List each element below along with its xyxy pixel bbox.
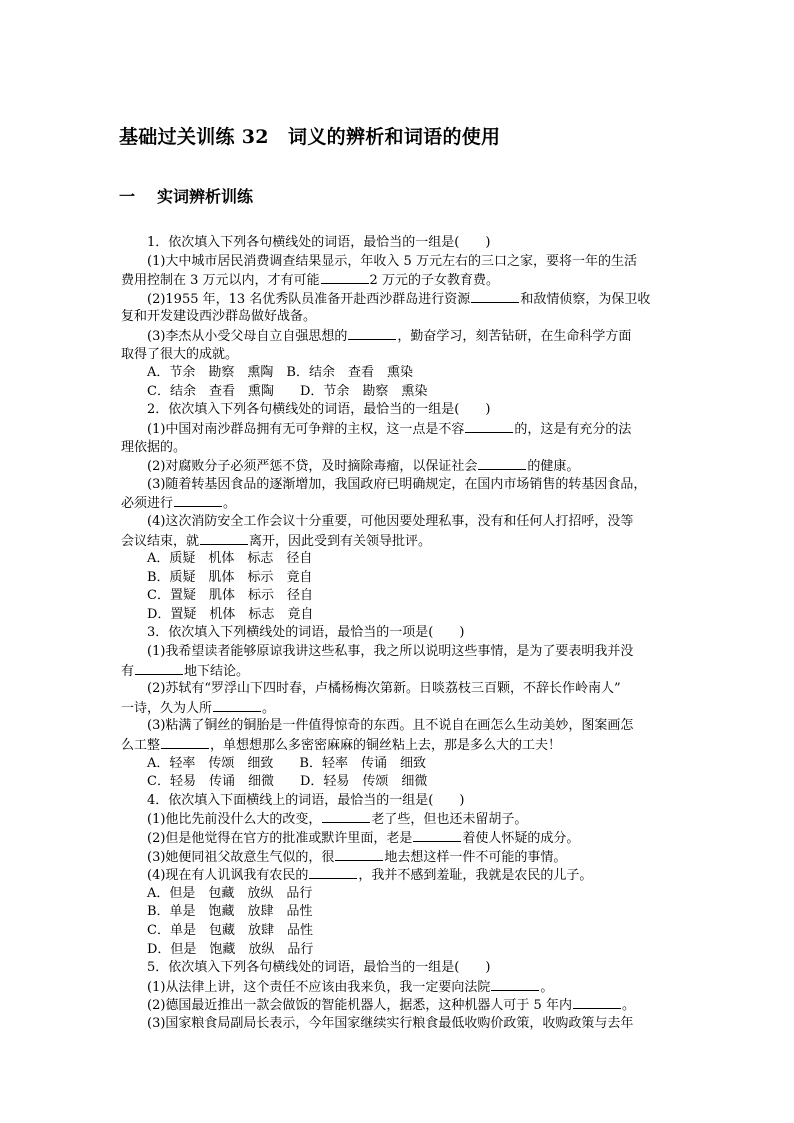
fill-in-blank bbox=[478, 457, 526, 470]
fill-in-blank bbox=[200, 532, 248, 545]
sentence-text: 必须进行 bbox=[121, 496, 174, 512]
question-stem: 4．依次填入下面横线上的词语，最恰当的一组是( ) bbox=[147, 792, 465, 808]
sentence-text: 。 bbox=[621, 998, 635, 1014]
fill-in-blank bbox=[174, 494, 222, 507]
sentence-text: 费用控制在 3 万元以内，才有可能 bbox=[121, 273, 320, 289]
question-stem: 1．依次填入下列各句横线处的词语，最恰当的一组是( ) bbox=[147, 235, 491, 250]
sentence-text: (1)我希望读者能够原谅我讲这些私事，我之所以说明这些事情，是为了要表明我并没 bbox=[147, 644, 634, 660]
sentence-text: 老了些，但也还未留胡子。 bbox=[371, 812, 528, 828]
fill-in-blank bbox=[491, 978, 539, 991]
sentence-continuation bbox=[121, 346, 676, 365]
fill-in-blank bbox=[161, 736, 209, 749]
answer-options: A．质疑 机体 标志 径自 bbox=[147, 551, 313, 567]
sentence-line bbox=[121, 717, 676, 736]
sentence-text: (1)他比先前没什么大的改变， bbox=[147, 812, 322, 828]
sentence-text: 一诗，久为人所 bbox=[121, 700, 213, 716]
answer-options: C．结余 查看 熏陶 D．节余 勘察 熏染 bbox=[147, 383, 428, 399]
sentence-line bbox=[121, 996, 676, 1015]
sentence-text: 么工整 bbox=[121, 738, 161, 754]
fill-in-blank bbox=[321, 271, 369, 284]
sentence-text: (1)中国对南沙群岛拥有无可争辩的主权，这一点是不容 bbox=[147, 421, 465, 437]
sentence-text: (2)苏轼有“罗浮山下四时春，卢橘杨梅次第新。日啖荔枝三百颗，不辞长作岭南人” bbox=[147, 681, 621, 697]
sentence-text: (3)她便同祖父故意生气似的，很 bbox=[147, 849, 335, 865]
sentence-line bbox=[121, 513, 676, 532]
sentence-text: (1)大中城市居民消费调查结果显示，年收入 5 万元左右的三口之家，要将一年的生活 bbox=[147, 253, 637, 269]
fill-in-blank bbox=[309, 866, 357, 879]
answer-options: C．轻易 传诵 细微 D．轻易 传颂 细微 bbox=[147, 774, 428, 790]
sentence-text: (4)现在有人讥讽我有农民的 bbox=[147, 868, 309, 884]
fill-in-blank bbox=[348, 327, 396, 340]
sentence-line bbox=[121, 848, 676, 867]
answer-options: A．轻率 传颂 细致 B．轻率 传诵 细致 bbox=[147, 755, 426, 771]
sentence-continuation bbox=[121, 699, 676, 718]
fill-in-blank bbox=[335, 848, 383, 861]
answer-options: B．单是 饱藏 放肆 品性 bbox=[147, 904, 313, 920]
sentence-text: 。 bbox=[223, 496, 237, 512]
sentence-text: (3)李杰从小受父母自立自强思想的 bbox=[147, 328, 348, 344]
sentence-line bbox=[121, 810, 676, 829]
sentence-text: 理依据的。 bbox=[121, 439, 187, 455]
sentence-text: (2)德国最近推出一款会做饭的智能机器人，据悉，这种机器人可于 5 年内 bbox=[147, 998, 572, 1014]
fill-in-blank bbox=[135, 662, 183, 675]
sentence-text: (3)粘满了铜丝的铜胎是一件值得惊奇的东西。且不说自在画怎么生动美妙，图案画怎 bbox=[147, 718, 634, 734]
sentence-continuation bbox=[121, 308, 676, 327]
sentence-text: (1)从法律上讲，这个责任不应该由我来负，我一定要向法院 bbox=[147, 979, 491, 995]
sentence-line bbox=[121, 253, 676, 272]
sentence-text: (3)随着转基因食品的逐渐增加，我国政府已明确规定，在国内市场销售的转基因食品， bbox=[147, 476, 647, 492]
sentence-text: 有 bbox=[121, 663, 135, 679]
page-title: 基础过关训练 32 词义的辨析和词语的使用 bbox=[119, 126, 501, 148]
fill-in-blank bbox=[213, 699, 261, 712]
sentence-line bbox=[121, 866, 676, 885]
fill-in-blank bbox=[471, 290, 519, 303]
sentence-line bbox=[121, 680, 676, 699]
sentence-text: 和敌情侦察，为保卫收 bbox=[520, 291, 651, 307]
question-stem: 5．依次填入下列各句横线处的词语，最恰当的一组是( ) bbox=[147, 960, 491, 976]
sentence-text: 着使人怀疑的成分。 bbox=[462, 831, 580, 846]
sentence-text: 。 bbox=[540, 979, 554, 995]
sentence-text: 会议结束，就 bbox=[121, 533, 200, 549]
sentence-text: 复和开发建设西沙群岛做好战备。 bbox=[121, 309, 317, 325]
sentence-text: (2)对腐败分子必须严惩不贷，及时摘除毒瘤，以保证社会 bbox=[147, 459, 478, 475]
sentence-continuation bbox=[121, 736, 676, 755]
section-number: 一 bbox=[119, 187, 136, 206]
sentence-continuation bbox=[121, 494, 676, 513]
sentence-text: 地下结论。 bbox=[184, 663, 250, 679]
answer-options: D．置疑 机体 标志 竟自 bbox=[147, 606, 314, 622]
sentence-text: ，勤奋学习，刻苦钻研，在生命科学方面 bbox=[397, 328, 632, 344]
fill-in-blank bbox=[465, 420, 513, 433]
sentence-text: 。 bbox=[262, 700, 276, 716]
sentence-text: (3)国家粮食局副局长表示，今年国家继续实行粮食最低收购价政策，收购政策与去年 bbox=[147, 1015, 634, 1031]
answer-options: A．但是 包藏 放纵 品行 bbox=[147, 885, 313, 901]
fill-in-blank bbox=[413, 829, 461, 842]
sentence-text: (4)这次消防安全工作会议十分重要，可他因要处理私事，没有和任何人打招呼，没等 bbox=[147, 513, 634, 529]
sentence-continuation bbox=[121, 532, 676, 551]
sentence-text: 2 万元的子女教育费。 bbox=[369, 273, 499, 289]
section-heading bbox=[119, 184, 253, 207]
sentence-line bbox=[121, 327, 676, 346]
fill-in-blank bbox=[322, 810, 370, 823]
sentence-line bbox=[121, 420, 676, 439]
sentence-continuation bbox=[121, 271, 676, 290]
sentence-text: ，我并不感到羞耻，我就是农民的儿子。 bbox=[358, 868, 593, 884]
fill-in-blank bbox=[573, 996, 621, 1009]
sentence-text: 的，这是有充分的法 bbox=[514, 421, 632, 437]
sentence-text: 取得了很大的成就。 bbox=[121, 346, 239, 362]
sentence-text: 地去想这样一件不可能的事情。 bbox=[384, 849, 567, 865]
answer-options: D．但是 饱藏 放纵 品行 bbox=[147, 941, 314, 957]
exercise-content bbox=[121, 234, 676, 1034]
sentence-line bbox=[121, 1015, 676, 1034]
sentence-text: (2)但是他觉得在官方的批准或默许里面，老是 bbox=[147, 831, 413, 846]
sentence-text: (2)1955 年，13 名优秀队员准备开赴西沙群岛进行资源 bbox=[147, 291, 471, 307]
sentence-line bbox=[121, 643, 676, 662]
sentence-line bbox=[121, 290, 676, 309]
question-stem: 2．依次填入下列各句横线处的词语，最恰当的一组是( ) bbox=[147, 402, 491, 418]
sentence-text: ，单想想那么多密密麻麻的铜丝粘上去，那是多么大的工夫！ bbox=[210, 738, 562, 754]
sentence-text: 离开，因此受到有关领导批评。 bbox=[249, 533, 432, 549]
sentence-line bbox=[121, 829, 676, 848]
sentence-line bbox=[121, 457, 676, 476]
sentence-continuation bbox=[121, 662, 676, 681]
section-label: 实词辨析训练 bbox=[157, 187, 254, 206]
sentence-line bbox=[121, 978, 676, 997]
question-stem: 3．依次填入下列横线处的词语，最恰当的一项是( ) bbox=[147, 625, 465, 641]
sentence-text: 的健康。 bbox=[527, 459, 580, 475]
sentence-continuation bbox=[121, 439, 676, 458]
answer-options: A．节余 勘察 熏陶 B．结余 查看 熏染 bbox=[147, 365, 413, 381]
answer-options: C．置疑 肌体 标示 径自 bbox=[147, 588, 313, 604]
answer-options: C．单是 包藏 放肆 品性 bbox=[147, 922, 313, 938]
answer-options: B．质疑 肌体 标示 竟自 bbox=[147, 569, 313, 585]
sentence-line bbox=[121, 476, 676, 495]
